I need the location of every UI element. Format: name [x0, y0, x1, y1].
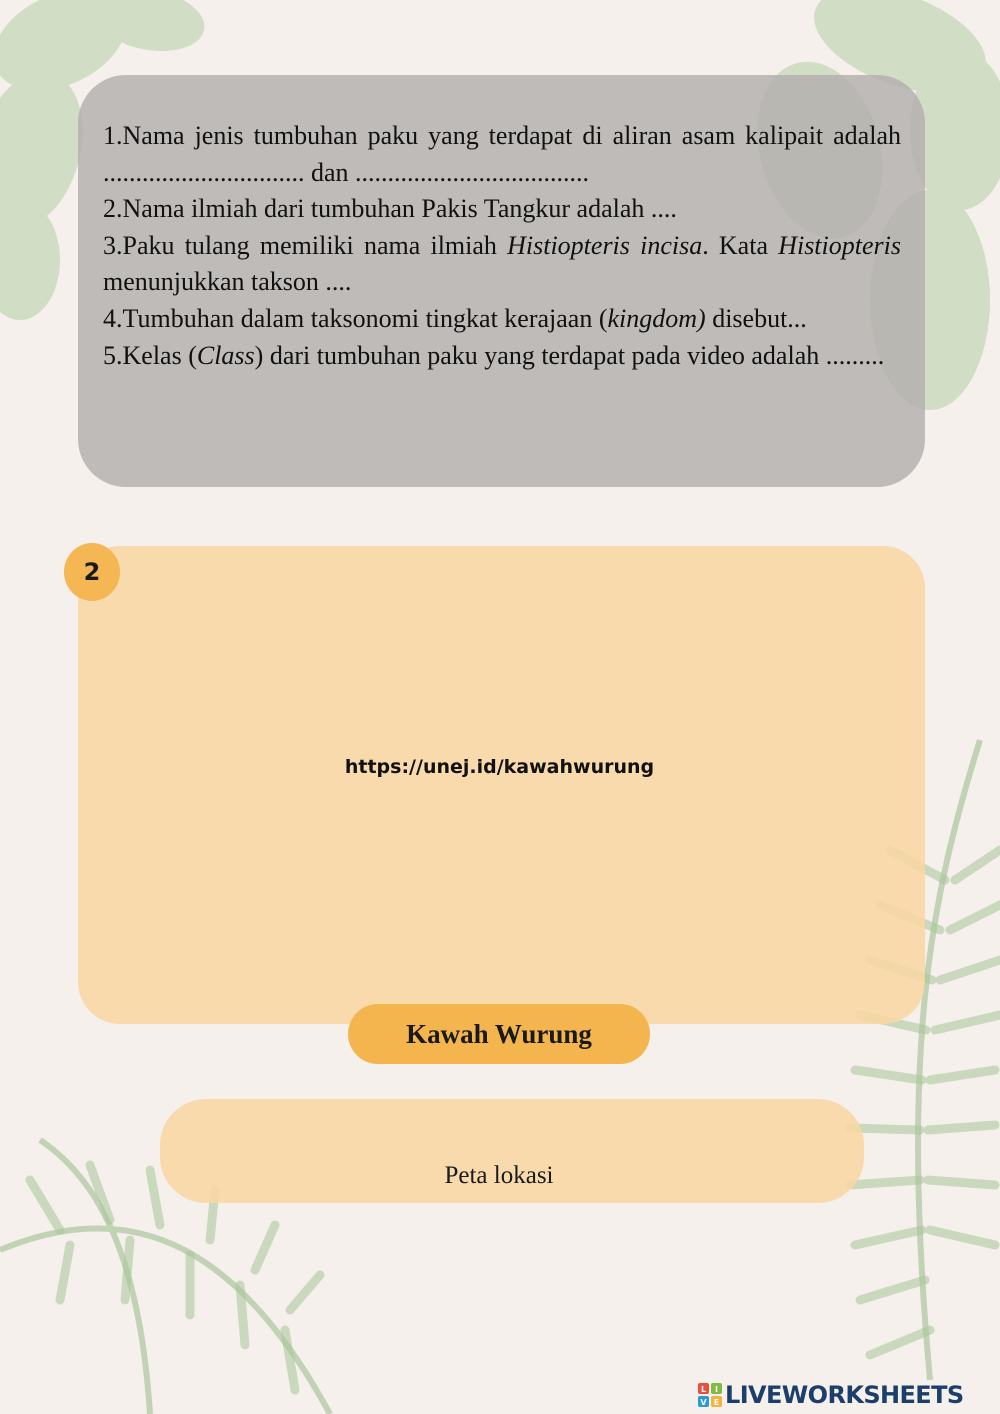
question-1-blank-2: .................................... — [355, 157, 590, 187]
question-3-text-start: 3.Paku tulang memiliki nama ilmiah — [103, 230, 508, 260]
question-3-text-middle: . Kata — [702, 230, 779, 260]
question-4 — [103, 301, 901, 338]
liveworksheets-wordmark: LIVEWORKSHEETS — [725, 1381, 964, 1409]
liveworksheets-icon — [698, 1383, 722, 1407]
question-1-blank-1: ............................... — [103, 157, 305, 187]
question-1-text: 1.Nama jenis tumbuhan paku yang terdapat di aliran asam kalipait adalah — [103, 121, 901, 150]
section-number-badge: 2 — [64, 543, 120, 601]
question-1-connector: dan — [304, 157, 356, 187]
icon-letter-e: E — [713, 1397, 720, 1407]
question-5-italic-term: Class — [196, 340, 255, 370]
map-label: Peta lokasi — [444, 1162, 554, 1189]
question-3-scientific-name: Histiopteris incisa — [507, 230, 703, 260]
question-4-italic-term: kingdom) — [607, 303, 706, 333]
question-3 — [103, 228, 901, 301]
liveworksheets-logo[interactable] — [698, 1378, 994, 1412]
questions-list — [103, 118, 901, 374]
location-title: Kawah Wurung — [348, 1004, 650, 1064]
question-3-genus: Histiopteris — [778, 230, 901, 260]
question-2: 2.Nama ilmiah dari tumbuhan Pakis Tangkur adalah .... — [103, 194, 677, 224]
icon-letter-i: I — [715, 1384, 718, 1394]
video-link[interactable]: https://unej.id/kawahwurung — [344, 756, 655, 778]
video-panel — [78, 546, 925, 1024]
question-1 — [103, 118, 901, 191]
question-5-text-start: 5.Kelas ( — [103, 340, 197, 370]
icon-letter-v: V — [700, 1397, 707, 1407]
question-5 — [103, 338, 901, 375]
icon-letter-l: L — [700, 1384, 707, 1394]
question-4-text-start: 4.Tumbuhan dalam taksonomi tingkat kerajaan ( — [103, 303, 608, 333]
question-3-text-end: menunjukkan takson .... — [103, 267, 352, 297]
question-5-text-end: ) dari tumbuhan paku yang terdapat pada video adalah ......... — [254, 340, 885, 370]
question-4-text-end: disebut... — [705, 303, 807, 333]
